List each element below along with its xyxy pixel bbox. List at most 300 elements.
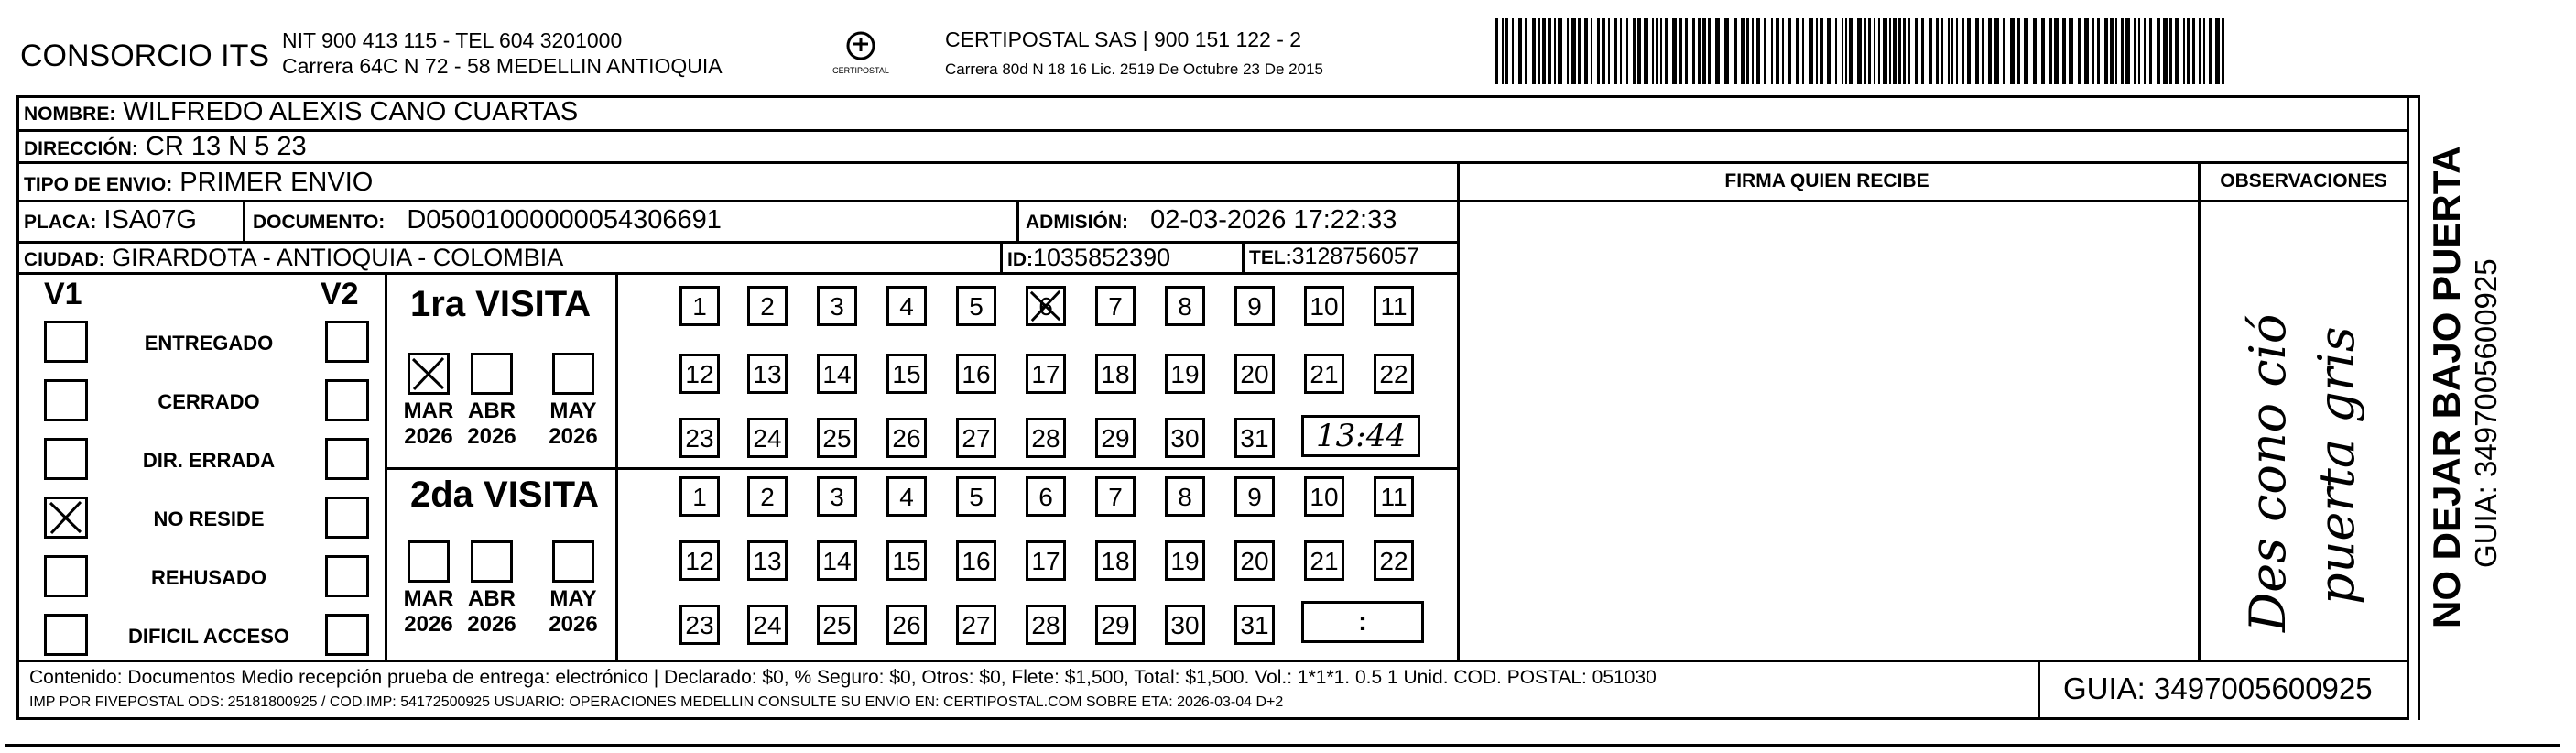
placa-row <box>24 205 197 235</box>
footer-guia: GUIA: 3497005600925 <box>2063 671 2373 705</box>
v2-checkbox[interactable] <box>325 438 369 480</box>
footer-contents: Contenido: Documentos Medio recepción prueba de entrega: electrónico | Declarado: $0, % Seguro: $0, Otros: $0, Flete: $1,500, Total: $1,500. Vol.: 1*1*1. 0.5 1 Unid. COD. POSTAL: 051030 <box>29 667 1657 688</box>
day-box-10[interactable] <box>1304 286 1344 326</box>
day-box-7[interactable] <box>1095 476 1136 517</box>
day-number: 15 <box>892 360 921 388</box>
barcode-bar <box>1637 18 1641 84</box>
v2-checkbox[interactable] <box>325 555 369 597</box>
barcode-bar <box>1608 18 1610 84</box>
month-checkbox-mar[interactable] <box>408 353 450 395</box>
day-box-2[interactable] <box>747 476 788 517</box>
day-box-31[interactable] <box>1234 605 1275 645</box>
barcode-bar <box>2215 18 2220 84</box>
barcode-bar <box>1752 18 1754 84</box>
day-box-6[interactable] <box>1026 286 1066 326</box>
tel-row <box>1249 244 1419 270</box>
barcode-bar <box>1525 18 1527 84</box>
day-box-15[interactable] <box>886 540 927 581</box>
company-info <box>282 27 723 79</box>
tel-value: 3128756057 <box>1291 244 1419 269</box>
nombre-label: NOMBRE: <box>24 104 116 125</box>
status-label: NO RESIDE <box>153 507 265 530</box>
certipostal-logo <box>815 27 907 82</box>
barcode-bar <box>2149 18 2152 84</box>
barcode-bar <box>1816 18 1818 84</box>
carrier-address: Carrera 80d N 18 16 Lic. 2519 De Octubre 23 De 2015 <box>945 60 1323 78</box>
month-year: 2026 <box>404 612 453 637</box>
day-box-21[interactable] <box>1304 540 1344 581</box>
day-number: 20 <box>1240 360 1269 388</box>
month-year: 2026 <box>467 424 516 449</box>
day-number: 5 <box>969 483 984 511</box>
month-checkbox-mar[interactable] <box>408 540 450 583</box>
barcode-bar <box>1796 18 1799 84</box>
month-checkbox-abr[interactable] <box>471 353 513 395</box>
day-box-9[interactable] <box>1234 286 1275 326</box>
month-name: MAY <box>549 586 597 611</box>
month-year: 2026 <box>549 612 598 637</box>
day-box-27[interactable] <box>956 605 996 645</box>
barcode-bar <box>1558 18 1562 84</box>
month-year: 2026 <box>467 612 516 637</box>
visit1-time[interactable]: 13:44 <box>1301 415 1420 457</box>
day-box-14[interactable] <box>817 354 857 394</box>
barcode-bar <box>1741 18 1745 84</box>
day-box-3[interactable] <box>817 286 857 326</box>
day-box-23[interactable] <box>679 418 720 458</box>
day-number: 13 <box>753 360 782 388</box>
barcode-bar <box>1532 18 1536 84</box>
day-box-1[interactable] <box>679 476 720 517</box>
barcode-bar <box>2157 18 2160 84</box>
barcode-bar <box>1874 18 1875 84</box>
month-label <box>397 398 461 450</box>
barcode <box>1495 18 2228 84</box>
day-box-23[interactable] <box>679 605 720 645</box>
day-box-4[interactable] <box>886 476 927 517</box>
day-box-13[interactable] <box>747 354 788 394</box>
day-box-12[interactable] <box>679 354 720 394</box>
day-box-24[interactable] <box>747 605 788 645</box>
month-name: ABR <box>468 398 516 423</box>
barcode-bar <box>2062 18 2066 84</box>
day-box-16[interactable] <box>956 354 996 394</box>
v1-checkbox[interactable] <box>44 321 88 363</box>
day-number: 3 <box>830 292 844 321</box>
day-number: 30 <box>1170 424 1200 453</box>
tipo-envio-row <box>24 168 373 198</box>
day-number: 20 <box>1240 547 1269 575</box>
day-number: 10 <box>1310 292 1339 321</box>
v1-checkbox[interactable] <box>44 379 88 421</box>
barcode-bar <box>1883 18 1887 84</box>
day-box-22[interactable] <box>1374 540 1414 581</box>
barcode-bar <box>1921 18 1924 84</box>
day-box-14[interactable] <box>817 540 857 581</box>
day-box-17[interactable] <box>1026 540 1066 581</box>
direccion-label: DIRECCIÓN: <box>24 138 138 159</box>
day-box-29[interactable] <box>1095 418 1136 458</box>
barcode-bar <box>1692 18 1695 84</box>
barcode-bar <box>1962 18 1964 84</box>
day-box-5[interactable] <box>956 286 996 326</box>
barcode-bar <box>2092 18 2094 84</box>
day-number: 9 <box>1247 292 1262 321</box>
barcode-bar <box>1548 18 1551 84</box>
barcode-bar <box>1898 18 1901 84</box>
direccion-value: CR 13 N 5 23 <box>145 132 307 161</box>
barcode-bar <box>1708 18 1711 84</box>
barcode-bar <box>1764 18 1766 84</box>
day-box-28[interactable] <box>1026 605 1066 645</box>
barcode-bar <box>1988 18 1992 84</box>
month-name: ABR <box>468 586 516 611</box>
day-number: 23 <box>685 424 714 453</box>
day-number: 2 <box>760 292 775 321</box>
day-number: 29 <box>1101 611 1130 639</box>
company-nit: NIT 900 413 115 - TEL 604 3201000 <box>282 28 623 52</box>
day-box-4[interactable] <box>886 286 927 326</box>
day-box-8[interactable] <box>1165 286 1205 326</box>
day-number: 28 <box>1031 424 1060 453</box>
day-number: 27 <box>962 424 991 453</box>
day-box-30[interactable] <box>1165 418 1205 458</box>
tipo-envio-value: PRIMER ENVIO <box>179 168 374 197</box>
day-number: 5 <box>969 292 984 321</box>
day-box-30[interactable] <box>1165 605 1205 645</box>
v1-checkbox[interactable] <box>44 438 88 480</box>
barcode-bar <box>2110 18 2114 84</box>
day-number: 24 <box>753 611 782 639</box>
v2-label: V2 <box>321 277 359 311</box>
barcode-bar <box>2125 18 2130 84</box>
nombre-row <box>24 97 578 127</box>
barcode-bar <box>2041 18 2045 84</box>
day-box-1[interactable] <box>679 286 720 326</box>
barcode-bar <box>1698 18 1701 84</box>
barcode-bar <box>1502 18 1504 84</box>
id-label: ID: <box>1007 249 1033 270</box>
day-number: 10 <box>1310 483 1339 511</box>
barcode-bar <box>1868 18 1871 84</box>
status-label: ENTREGADO <box>144 332 274 355</box>
barcode-bar <box>1715 18 1720 84</box>
barcode-bar <box>1554 18 1556 84</box>
day-number: 1 <box>692 292 707 321</box>
barcode-bar <box>2163 18 2168 84</box>
barcode-bar <box>1626 18 1628 84</box>
day-box-18[interactable] <box>1095 540 1136 581</box>
day-box-25[interactable] <box>817 605 857 645</box>
barcode-bar <box>1849 18 1853 84</box>
barcode-bar <box>1567 18 1569 84</box>
day-box-18[interactable] <box>1095 354 1136 394</box>
month-name: MAR <box>403 586 454 611</box>
day-number: 24 <box>753 424 782 453</box>
barcode-bar <box>1746 18 1749 84</box>
barcode-bar <box>1975 18 1979 84</box>
barcode-bar <box>2084 18 2089 84</box>
day-box-5[interactable] <box>956 476 996 517</box>
day-number: 21 <box>1310 547 1339 575</box>
day-box-25[interactable] <box>817 418 857 458</box>
day-number: 16 <box>962 547 991 575</box>
barcode-bar <box>1538 18 1540 84</box>
day-number: 4 <box>899 483 914 511</box>
barcode-bar <box>1724 18 1729 84</box>
visit2-time[interactable]: : <box>1301 601 1424 643</box>
day-number: 23 <box>685 611 714 639</box>
barcode-bar <box>1584 18 1588 84</box>
barcode-bar <box>1644 18 1648 84</box>
barcode-bar <box>1788 18 1791 84</box>
month-name: MAY <box>549 398 597 423</box>
v2-checkbox[interactable] <box>325 614 369 656</box>
day-box-19[interactable] <box>1165 354 1205 394</box>
day-number: 17 <box>1031 360 1060 388</box>
id-row <box>1007 244 1170 272</box>
barcode-bar <box>1842 18 1843 84</box>
barcode-bar <box>1782 18 1784 84</box>
day-box-28[interactable] <box>1026 418 1066 458</box>
company-name: CONSORCIO ITS <box>20 38 270 73</box>
day-box-19[interactable] <box>1165 540 1205 581</box>
ciudad-label: CIUDAD: <box>24 249 105 270</box>
barcode-bar <box>1941 18 1943 84</box>
footer-print-info: IMP POR FIVEPOSTAL ODS: 25181800925 / COD.IMP: 54172500925 USUARIO: OPERACIONES MEDELLIN CONSULTE SU ENVIO EN: CERTIPOSTAL.COM SOBRE ETA: 2026-03-04 D+2 <box>29 694 1284 710</box>
status-label: REHUSADO <box>151 566 266 589</box>
day-number: 27 <box>962 611 991 639</box>
day-number: 7 <box>1108 292 1123 321</box>
tel-label: TEL: <box>1249 247 1292 268</box>
day-box-27[interactable] <box>956 418 996 458</box>
day-box-17[interactable] <box>1026 354 1066 394</box>
day-number: 30 <box>1170 611 1200 639</box>
day-number: 15 <box>892 547 921 575</box>
month-checkbox-abr[interactable] <box>471 540 513 583</box>
barcode-bar <box>2003 18 2005 84</box>
month-checkbox-may[interactable] <box>552 353 594 395</box>
day-number: 4 <box>899 292 914 321</box>
barcode-bar <box>2010 18 2015 84</box>
barcode-bar <box>1665 18 1668 84</box>
barcode-bar <box>1802 18 1804 84</box>
barcode-bar <box>1994 18 1999 84</box>
ciudad-value: GIRARDOTA - ANTIOQUIA - COLOMBIA <box>112 244 564 271</box>
day-number: 3 <box>830 483 844 511</box>
documento-label: DOCUMENTO: <box>253 212 386 233</box>
admision-row <box>1026 205 1397 235</box>
barcode-bar <box>1771 18 1773 84</box>
barcode-bar <box>2024 18 2028 84</box>
barcode-bar <box>2033 18 2037 84</box>
day-number: 17 <box>1031 547 1060 575</box>
day-number: 22 <box>1379 360 1408 388</box>
day-number: 12 <box>685 360 714 388</box>
barcode-bar <box>1809 18 1813 84</box>
barcode-bar <box>2187 18 2190 84</box>
ciudad-row <box>24 244 563 272</box>
barcode-bar <box>1857 18 1862 84</box>
day-box-29[interactable] <box>1095 605 1136 645</box>
v2-checkbox[interactable] <box>325 497 369 539</box>
barcode-bar <box>1908 18 1910 84</box>
barcode-bar <box>2199 18 2201 84</box>
month-label <box>460 586 524 638</box>
day-number: 19 <box>1170 547 1200 575</box>
day-number: 12 <box>685 547 714 575</box>
side-warning: NO DEJAR BAJO PUERTA <box>2425 146 2468 628</box>
day-box-11[interactable] <box>1374 476 1414 517</box>
company-address: Carrera 64C N 72 - 58 MEDELLIN ANTIOQUIA <box>282 54 723 78</box>
day-number: 1 <box>692 483 707 511</box>
status-label: DIR. ERRADA <box>142 449 276 472</box>
placa-label: PLACA: <box>24 212 97 233</box>
day-box-7[interactable] <box>1095 286 1136 326</box>
barcode-bar <box>1756 18 1760 84</box>
day-box-26[interactable] <box>886 605 927 645</box>
day-number: 11 <box>1380 292 1408 321</box>
barcode-bar <box>2138 18 2140 84</box>
barcode-bar <box>2054 18 2059 84</box>
day-box-13[interactable] <box>747 540 788 581</box>
barcode-bar <box>1820 18 1823 84</box>
day-box-24[interactable] <box>747 418 788 458</box>
carrier-name: CERTIPOSTAL SAS | 900 151 122 - 2 <box>945 27 1302 51</box>
barcode-bar <box>1660 18 1662 84</box>
barcode-bar <box>1915 18 1918 84</box>
barcode-bar <box>2069 18 2073 84</box>
v1-checkbox[interactable] <box>44 497 88 539</box>
day-number: 31 <box>1240 611 1269 639</box>
barcode-bar <box>1614 18 1617 84</box>
id-value: 1035852390 <box>1033 244 1171 271</box>
barcode-bar <box>1776 18 1779 84</box>
month-label <box>541 586 605 638</box>
day-number: 26 <box>892 424 921 453</box>
barcode-bar <box>1620 18 1622 84</box>
day-number: 21 <box>1310 360 1339 388</box>
day-number: 6 <box>1038 483 1053 511</box>
nombre-value: WILFREDO ALEXIS CANO CUARTAS <box>123 97 579 126</box>
barcode-bar <box>1889 18 1891 84</box>
documento-row <box>253 205 722 235</box>
day-box-20[interactable] <box>1234 540 1275 581</box>
day-number: 13 <box>753 547 782 575</box>
day-box-15[interactable] <box>886 354 927 394</box>
barcode-bar <box>2017 18 2020 84</box>
month-label <box>460 398 524 450</box>
barcode-bar <box>2104 18 2108 84</box>
tipo-envio-label: TIPO DE ENVIO: <box>24 174 173 195</box>
v2-checkbox[interactable] <box>325 321 369 363</box>
day-box-3[interactable] <box>817 476 857 517</box>
day-box-12[interactable] <box>679 540 720 581</box>
day-box-31[interactable] <box>1234 418 1275 458</box>
barcode-bar <box>1835 18 1837 84</box>
day-number: 25 <box>822 424 852 453</box>
day-number: 18 <box>1101 360 1130 388</box>
observaciones-header: OBSERVACIONES <box>2220 170 2387 191</box>
barcode-bar <box>1893 18 1897 84</box>
direccion-row <box>24 132 307 162</box>
month-checkbox-may[interactable] <box>552 540 594 583</box>
v1-checkbox[interactable] <box>44 614 88 656</box>
barcode-bar <box>2222 18 2224 84</box>
check-mark-icon <box>47 499 85 536</box>
day-box-16[interactable] <box>956 540 996 581</box>
v1-checkbox[interactable] <box>44 555 88 597</box>
barcode-bar <box>1936 18 1939 84</box>
barcode-bar <box>1845 18 1847 84</box>
barcode-bar <box>1948 18 1950 84</box>
barcode-bar <box>2192 18 2195 84</box>
day-number: 6 <box>1038 292 1053 321</box>
status-label: DIFICIL ACCESO <box>127 625 289 648</box>
barcode-bar <box>1864 18 1866 84</box>
barcode-bar <box>2121 18 2124 84</box>
barcode-bar <box>1951 18 1953 84</box>
barcode-bar <box>2078 18 2081 84</box>
barcode-bar <box>1929 18 1932 84</box>
v2-checkbox[interactable] <box>325 379 369 421</box>
day-box-21[interactable] <box>1304 354 1344 394</box>
barcode-bar <box>1505 18 1508 84</box>
admision-value: 02-03-2026 17:22:33 <box>1150 205 1397 235</box>
barcode-bar <box>1734 18 1737 84</box>
day-box-22[interactable] <box>1374 354 1414 394</box>
barcode-bar <box>2169 18 2172 84</box>
check-mark-icon <box>410 355 447 392</box>
barcode-bar <box>2144 18 2146 84</box>
visit2-title: 2da VISITA <box>410 475 599 515</box>
barcode-bar <box>1672 18 1677 84</box>
day-box-26[interactable] <box>886 418 927 458</box>
barcode-bar <box>2049 18 2052 84</box>
day-box-20[interactable] <box>1234 354 1275 394</box>
day-box-11[interactable] <box>1374 286 1414 326</box>
side-guia: GUIA: 3497005600925 <box>2469 258 2503 568</box>
barcode-bar <box>2115 18 2117 84</box>
day-number: 16 <box>962 360 991 388</box>
day-number: 8 <box>1178 292 1192 321</box>
day-number: 25 <box>822 611 852 639</box>
day-box-6[interactable] <box>1026 476 1066 517</box>
day-box-8[interactable] <box>1165 476 1205 517</box>
status-label: CERRADO <box>158 390 260 413</box>
day-number: 19 <box>1170 360 1200 388</box>
barcode-bar <box>1518 18 1522 84</box>
signature-area[interactable] <box>1460 202 2198 659</box>
day-box-9[interactable] <box>1234 476 1275 517</box>
day-box-2[interactable] <box>747 286 788 326</box>
observation-line1: Des cono ció <box>2239 313 2297 632</box>
barcode-bar <box>1597 18 1600 84</box>
day-number: 18 <box>1101 547 1130 575</box>
barcode-bar <box>1656 18 1658 84</box>
barcode-bar <box>1679 18 1682 84</box>
barcode-bar <box>1652 18 1654 84</box>
barcode-bar <box>1602 18 1605 84</box>
day-box-10[interactable] <box>1304 476 1344 517</box>
day-number: 14 <box>822 360 852 388</box>
day-number: 11 <box>1380 483 1408 511</box>
barcode-bar <box>1903 18 1906 84</box>
barcode-bar <box>1571 18 1576 84</box>
v1-label: V1 <box>44 277 82 311</box>
visit1-title: 1ra VISITA <box>410 284 592 324</box>
barcode-bar <box>1956 18 1958 84</box>
